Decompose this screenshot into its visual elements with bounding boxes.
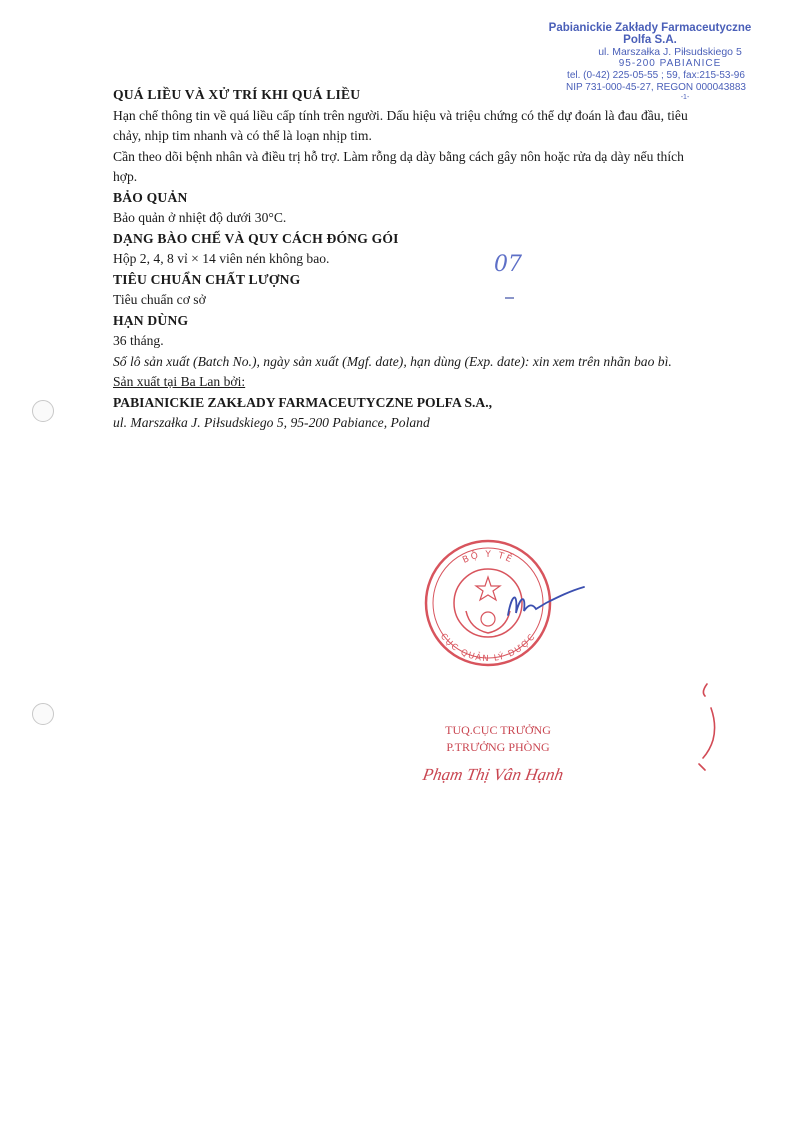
handwritten-dash	[505, 297, 514, 299]
batch-info-text: Số lô sản xuất (Batch No.), ngày sản xuất (Mgf. date), hạn dùng (Exp. date): xin xem trên nhãn bao bì.	[113, 353, 672, 369]
company-stamp-city: 95-200 PABIANICE	[618, 58, 722, 69]
handwritten-mark: 07	[494, 252, 522, 277]
company-stamp-name: Pabianickie Zakłady Farmaceutyczne	[548, 22, 752, 34]
company-stamp-phone: tel. (0-42) 225-05-55 ; 59, fax:215-53-96	[567, 70, 745, 81]
document-body	[113, 85, 703, 434]
section-heading-dosage-form: DẠNG BÀO CHẾ VÀ QUY CÁCH ĐÓNG GÓI	[113, 230, 399, 246]
signer-title-1: TUQ.CỤC TRƯỞNG	[445, 723, 551, 737]
made-in-label: Sản xuất tại Ba Lan bởi:	[113, 374, 246, 389]
storage-text: Bảo quản ở nhiệt độ dưới 30°C.	[113, 210, 287, 225]
dosage-form-text: Hộp 2, 4, 8 vỉ × 14 viên nén không bao.	[113, 251, 330, 266]
expiry-text: 36 tháng.	[113, 333, 164, 348]
binder-hole-upper	[32, 400, 54, 422]
signature-block	[418, 722, 578, 790]
company-stamp-tax-id: NIP 731-000-45-27, REGON 000043883	[566, 82, 746, 93]
overdose-paragraph-2: Cần theo dõi bệnh nhân và điều trị hỗ trợ. Làm rỗng dạ dày bằng cách gây nôn hoặc rửa dạ dày nếu thích hợp.	[113, 148, 684, 184]
stamp-top-text: BỘ Y TẾ	[461, 549, 515, 566]
stamp-star-icon	[476, 577, 500, 600]
quality-text: Tiêu chuẩn cơ sở	[113, 292, 206, 307]
section-heading-storage: BẢO QUẢN	[113, 189, 188, 205]
signer-name: Phạm Thị Vân Hạnh	[421, 765, 565, 784]
stamp-bottom-text: CỤC QUẢN LÝ DƯỢC	[437, 631, 539, 665]
signer-title-2: P.TRƯỞNG PHÒNG	[446, 740, 550, 754]
stamp-emblem-ring	[454, 569, 522, 637]
section-heading-overdose: QUÁ LIỀU VÀ XỬ TRÍ KHI QUÁ LIỀU	[113, 87, 361, 102]
official-stamp	[408, 533, 588, 673]
section-heading-expiry: HẠN DÙNG	[113, 312, 189, 328]
stamp-gear-icon	[481, 612, 495, 626]
manufacturer-address: ul. Marszałka J. Piłsudskiego 5, 95-200 Pabiance, Poland	[113, 415, 430, 430]
company-stamp-name-2: Polfa S.A.	[623, 34, 677, 46]
edge-mark-icon	[693, 680, 723, 775]
manufacturer-name: PABIANICKIE ZAKŁADY FARMACEUTYCZNE POLFA S.A.,	[113, 394, 493, 410]
stamp-wheat-icon	[466, 611, 510, 633]
overdose-paragraph-1: Hạn chế thông tin về quá liều cấp tính trên người. Dấu hiệu và triệu chứng có thể dự đoán là đau đầu, tiêu chảy, nhịp tim nhanh và có thể là loạn nhịp tim.	[113, 107, 688, 143]
company-stamp-street: ul. Marszałka J. Piłsudskiego 5	[598, 46, 742, 58]
section-heading-quality: TIÊU CHUẨN CHẤT LƯỢNG	[113, 271, 301, 287]
company-stamp-page-mark: -1-	[680, 94, 690, 101]
binder-hole-lower	[32, 703, 54, 725]
